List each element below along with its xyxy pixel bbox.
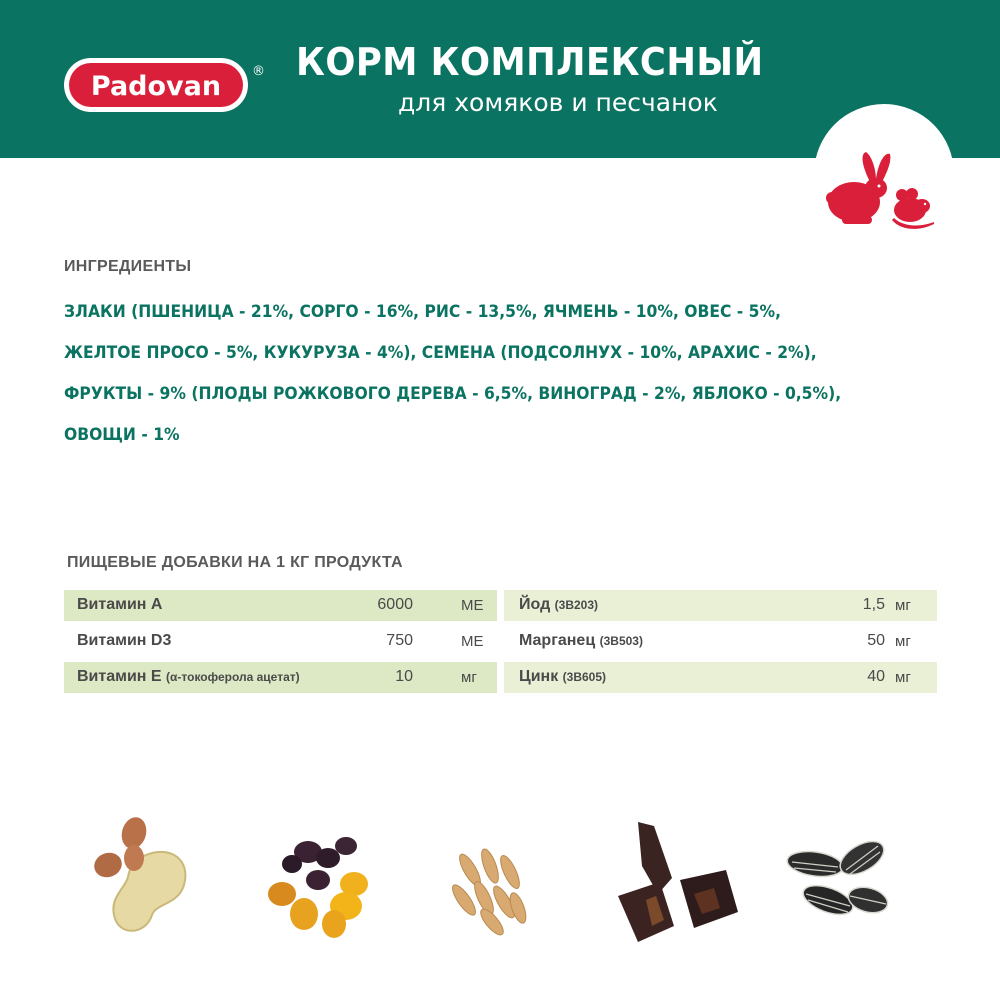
nutrient-name: Цинк (3B605): [519, 668, 607, 685]
nutrient-value: 50: [867, 632, 885, 649]
ingredients-line: ФРУКТЫ - 9% (ПЛОДЫ РОЖКОВОГО ДЕРЕВА - 6,5%, ВИНОГРАД - 2%, ЯБЛОКО - 0,5%),: [64, 384, 842, 404]
nutrient-value: 6000: [377, 596, 413, 613]
nutrient-name: Витамин А: [77, 596, 163, 613]
nutrient-unit: мг: [895, 669, 911, 686]
carob-image: [598, 816, 748, 950]
ingredients-heading: ИНГРЕДИЕНТЫ: [64, 258, 192, 275]
nutrient-value: 40: [867, 668, 885, 685]
product-subtitle: для хомяков и песчанок: [398, 88, 718, 117]
nutrient-unit: мг: [895, 597, 911, 614]
table-cell: [504, 590, 937, 621]
rabbit-and-mouse-icon: [822, 148, 940, 236]
nutrient-name: Витамин Е (α-токоферола ацетат): [77, 668, 300, 685]
nutrient-unit: МЕ: [461, 597, 484, 614]
nutrient-value: 750: [386, 632, 413, 649]
ingredients-line: ОВОЩИ - 1%: [64, 425, 180, 445]
brand-name: Padovan: [90, 71, 222, 102]
raisins-image: [258, 832, 388, 946]
table-cell: [504, 626, 937, 657]
additives-heading: ПИЩЕВЫЕ ДОБАВКИ НА 1 КГ ПРОДУКТА: [67, 554, 403, 571]
table-row: [64, 662, 937, 693]
nutrient-unit: МЕ: [461, 633, 484, 650]
grains-image: [440, 840, 540, 944]
registered-mark: ®: [252, 64, 265, 79]
nutrient-unit: мг: [461, 669, 477, 686]
nutrient-value: 1,5: [862, 596, 885, 613]
padovan-logo: [62, 56, 250, 118]
table-cell: [64, 662, 497, 693]
product-title: КОРМ КОМПЛЕКСНЫЙ: [296, 40, 764, 84]
table-cell: [504, 662, 937, 693]
peanuts-image: [76, 815, 216, 949]
table-cell: [64, 626, 497, 657]
sunflower-seeds-image: [780, 834, 900, 938]
nutrient-unit: мг: [895, 633, 911, 650]
nutrient-name: Йод (3B203): [519, 596, 599, 613]
nutrient-value: 10: [395, 668, 413, 685]
nutrient-name: Марганец (3B503): [519, 632, 643, 649]
table-row: [64, 590, 937, 621]
ingredients-line: ЗЛАКИ (ПШЕНИЦА - 21%, СОРГО - 16%, РИС - 13,5%, ЯЧМЕНЬ - 10%, ОВЕС - 5%,: [64, 302, 782, 322]
ingredients-line: ЖЕЛТОЕ ПРОСО - 5%, КУКУРУЗА - 4%), СЕМЕНА (ПОДСОЛНУХ - 10%, АРАХИС - 2%),: [64, 343, 817, 363]
table-cell: [64, 590, 497, 621]
table-row: [64, 626, 937, 657]
nutrient-name: Витамин D3: [77, 632, 172, 649]
